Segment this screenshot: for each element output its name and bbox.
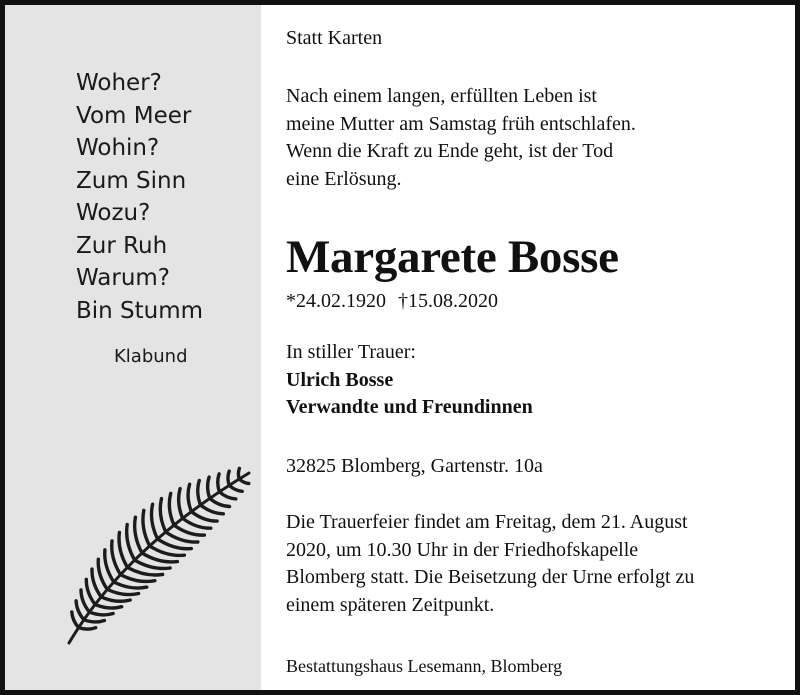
life-dates (286, 288, 498, 316)
poem-line: Zur Ruh (76, 232, 168, 259)
mourner-name: Ulrich Bosse (286, 368, 394, 391)
message-line: meine Mutter am Samstag früh entschlafen. (286, 112, 636, 135)
poem-line: Zum Sinn (76, 167, 187, 194)
poem-line: Woher? (76, 70, 162, 96)
birth-date: *24.02.1920 (286, 290, 386, 312)
poem-panel (5, 5, 261, 690)
mourner-name: Verwandte und Freundinnen (286, 396, 533, 418)
deceased-name: Margarete Bosse (286, 231, 619, 283)
ceremony-info (286, 509, 694, 619)
ceremony-line: Blomberg statt. Die Beisetzung der Urne erfolgt zu (286, 566, 695, 588)
ceremony-line: 2020, um 10.30 Uhr in der Friedhofskapelle (286, 538, 639, 561)
message-line: eine Erlösung. (286, 167, 402, 190)
address: 32825 Blomberg, Gartenstr. 10a (286, 455, 543, 477)
message-line: Nach einem langen, erfüllten Leben ist (286, 85, 597, 107)
palm-frond-icon (43, 453, 253, 653)
poem-line: Warum? (76, 265, 171, 291)
poem-line: Vom Meer (76, 102, 192, 129)
poem (76, 67, 203, 327)
ceremony-line: einem späteren Zeitpunkt. (286, 593, 495, 616)
ceremony-line: Die Trauerfeier findet am Freitag, dem 21. August (286, 511, 688, 533)
mourners (286, 339, 533, 422)
poem-line: Wohin? (76, 135, 160, 161)
message-line: Wenn die Kraft zu Ende geht, ist der Tod (286, 140, 614, 162)
poem-line: Bin Stumm (76, 297, 204, 324)
intro-text: Statt Karten (286, 27, 383, 49)
farewell-message (286, 83, 636, 193)
mourners-intro: In stiller Trauer: (286, 341, 416, 363)
poem-line: Wozu? (76, 200, 151, 226)
death-date: †15.08.2020 (398, 290, 498, 312)
funeral-home: Bestattungshaus Lesemann, Blomberg (286, 656, 563, 676)
poem-author: Klabund (114, 346, 188, 367)
